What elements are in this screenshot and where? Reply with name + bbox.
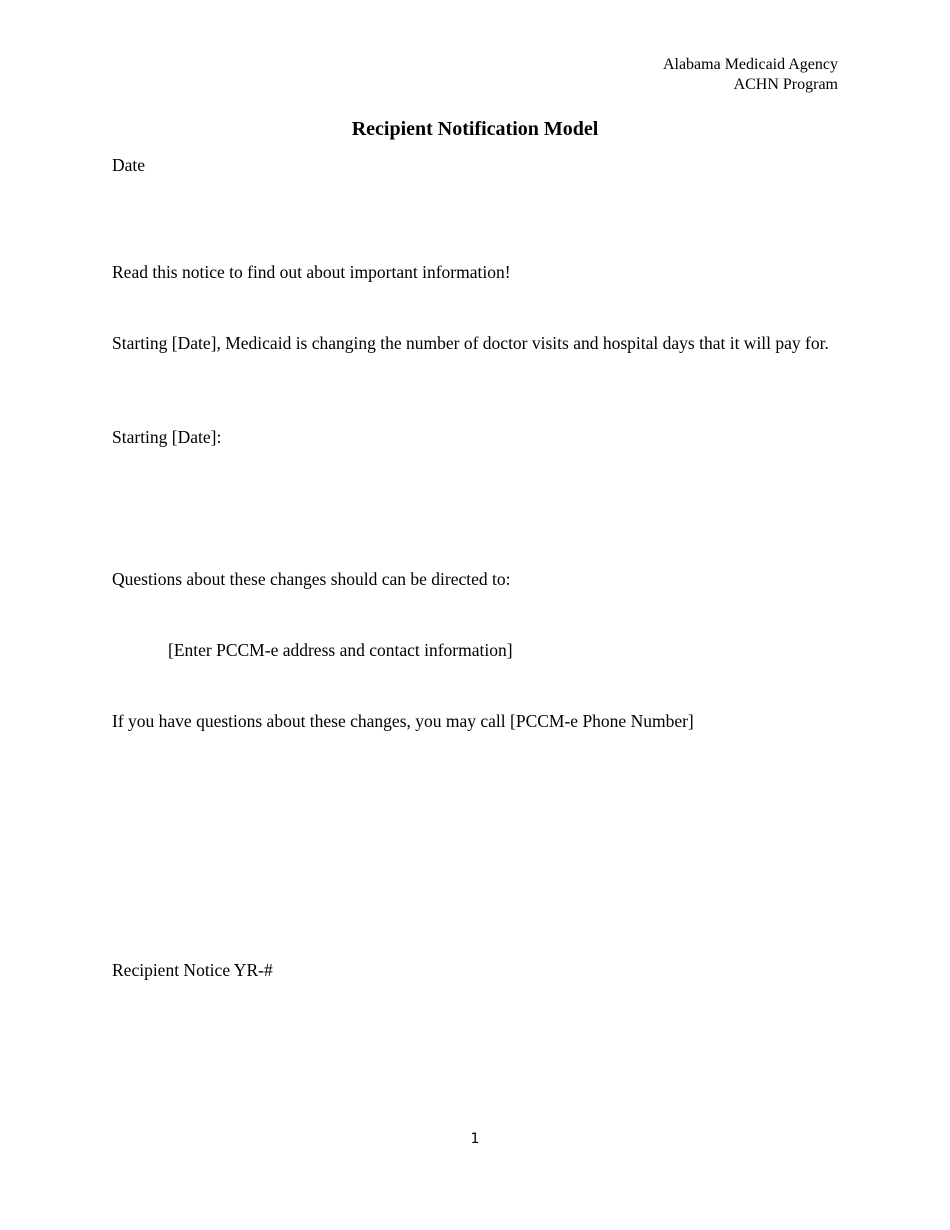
header-block — [663, 55, 838, 95]
questions-paragraph: Questions about these changes should can be directed to: — [112, 569, 511, 589]
program-name: ACHN Program — [733, 76, 838, 93]
phone-paragraph: If you have questions about these changes, you may call [PCCM-e Phone Number] — [112, 711, 694, 731]
notice-id: Recipient Notice YR-# — [112, 960, 273, 980]
contact-info-placeholder: [Enter PCCM-e address and contact information] — [168, 640, 513, 660]
agency-name: Alabama Medicaid Agency — [662, 56, 838, 73]
intro-paragraph: Read this notice to find out about important information! — [112, 262, 511, 282]
change-paragraph: Starting [Date], Medicaid is changing the number of doctor visits and hospital days that it will pay for. — [112, 333, 829, 353]
date-label: Date — [112, 155, 146, 175]
page-number: 1 — [470, 1131, 480, 1147]
document-title: Recipient Notification Model — [351, 118, 599, 140]
starting-date-paragraph: Starting [Date]: — [112, 427, 222, 447]
